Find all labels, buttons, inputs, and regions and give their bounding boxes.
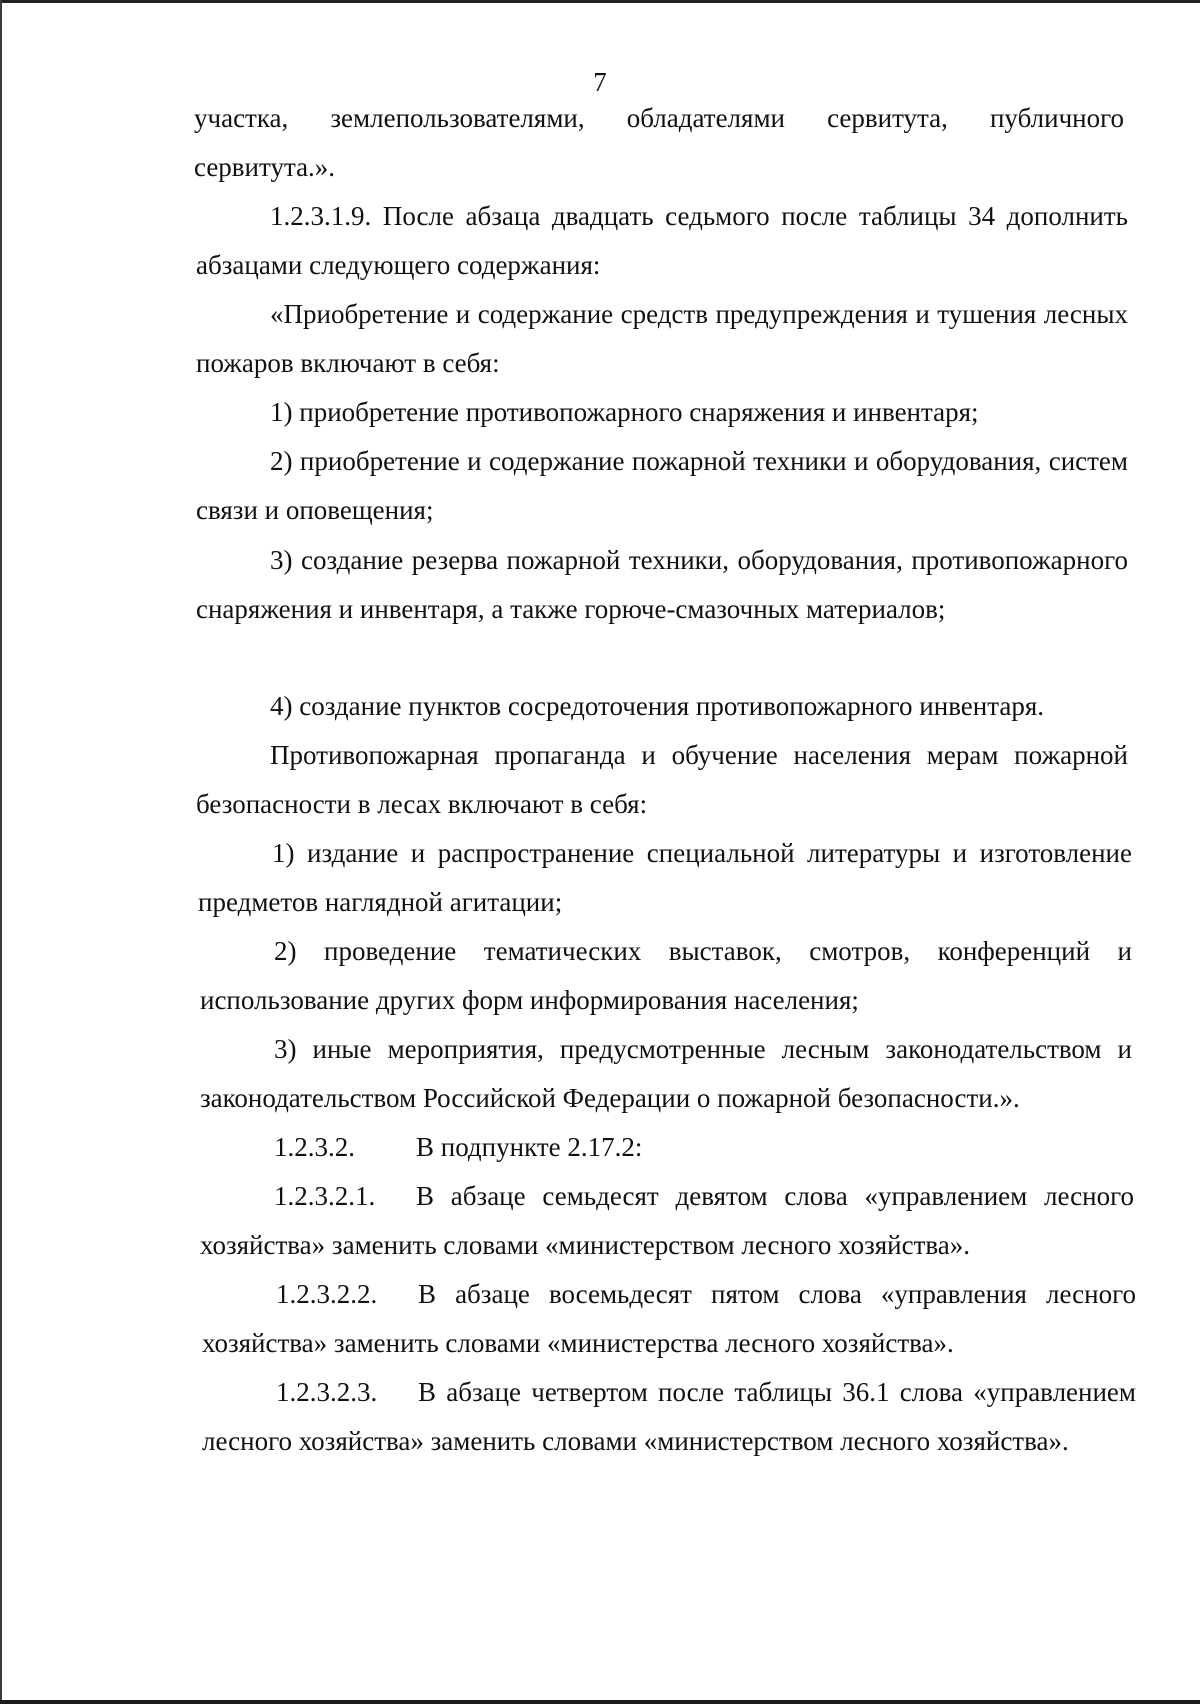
- clause-number: 1.2.3.2.3.: [276, 1377, 378, 1407]
- list-item-1-equipment: 1) приобретение противопожарного снаряжения и инвентаря;: [270, 397, 979, 427]
- paragraph-fire-propaganda: Противопожарная пропаганда и обучение населения мерам пожарной безопасности в лесах включают в себя:: [196, 740, 1128, 819]
- clause-text: В абзаце восемьдесят пятом слова «управления лесного хозяйства» заменить словами «министерства лесного хозяйства».: [202, 1279, 1136, 1358]
- clause-number: 1.2.3.2.2.: [276, 1279, 378, 1309]
- list-item-2-machinery: 2) приобретение и содержание пожарной техники и оборудования, систем связи и оповещения;: [196, 446, 1128, 525]
- clause-number: 1.2.3.2.1.: [274, 1181, 376, 1211]
- list-item-1-literature: 1) издание и распространение специальной литературы и изготовление предметов наглядной агитации;: [198, 838, 1132, 917]
- page-number: 7: [593, 67, 607, 97]
- paragraph-1-2-3-2: [200, 1123, 1132, 1172]
- paragraph-fire-prevention-means: «Приобретение и содержание средств предупреждения и тушения лесных пожаров включают в себя:: [196, 299, 1128, 378]
- scan-edge-bottom: [0, 1700, 1200, 1704]
- clause-text: В подпункте 2.17.2:: [416, 1132, 643, 1162]
- clause-text: В абзаце четвертом после таблицы 36.1 слова «управлением лесного хозяйства» заменить словами «министерством лесного хозяйства».: [202, 1377, 1136, 1456]
- list-item-4-points: 4) создание пунктов сосредоточения противопожарного инвентаря.: [270, 691, 1045, 721]
- paragraph-1-2-3-1-9: 1.2.3.1.9. После абзаца двадцать седьмого после таблицы 34 дополнить абзацами следующего содержания:: [196, 201, 1128, 280]
- paragraph-1-2-3-2-2: [202, 1270, 1136, 1368]
- list-item-2-exhibitions: 2) проведение тематических выставок, смотров, конференций и использование других форм информирования населения;: [200, 936, 1132, 1015]
- paragraph-1-2-3-2-1: [200, 1172, 1134, 1270]
- clause-text: В абзаце семьдесят девятом слова «управлением лесного хозяйства» заменить словами «министерством лесного хозяйства».: [200, 1181, 1134, 1260]
- clause-number: 1.2.3.2.: [274, 1132, 355, 1162]
- scan-edge-top: [0, 0, 1200, 3]
- paragraph-continuation: участка, землепользователями, обладателями сервитута, публичного сервитута.».: [194, 103, 1124, 182]
- scan-edge-left: [0, 0, 2, 1704]
- list-item-3-reserve: 3) создание резерва пожарной техники, оборудования, противопожарного снаряжения и инвентаря, а также горюче-смазочных материалов;: [196, 545, 1128, 624]
- paragraph-1-2-3-2-3: [202, 1368, 1136, 1466]
- list-item-3-other-measures: 3) иные мероприятия, предусмотренные лесным законодательством и законодательством Российской Федерации о пожарной безопасности.».: [200, 1034, 1132, 1113]
